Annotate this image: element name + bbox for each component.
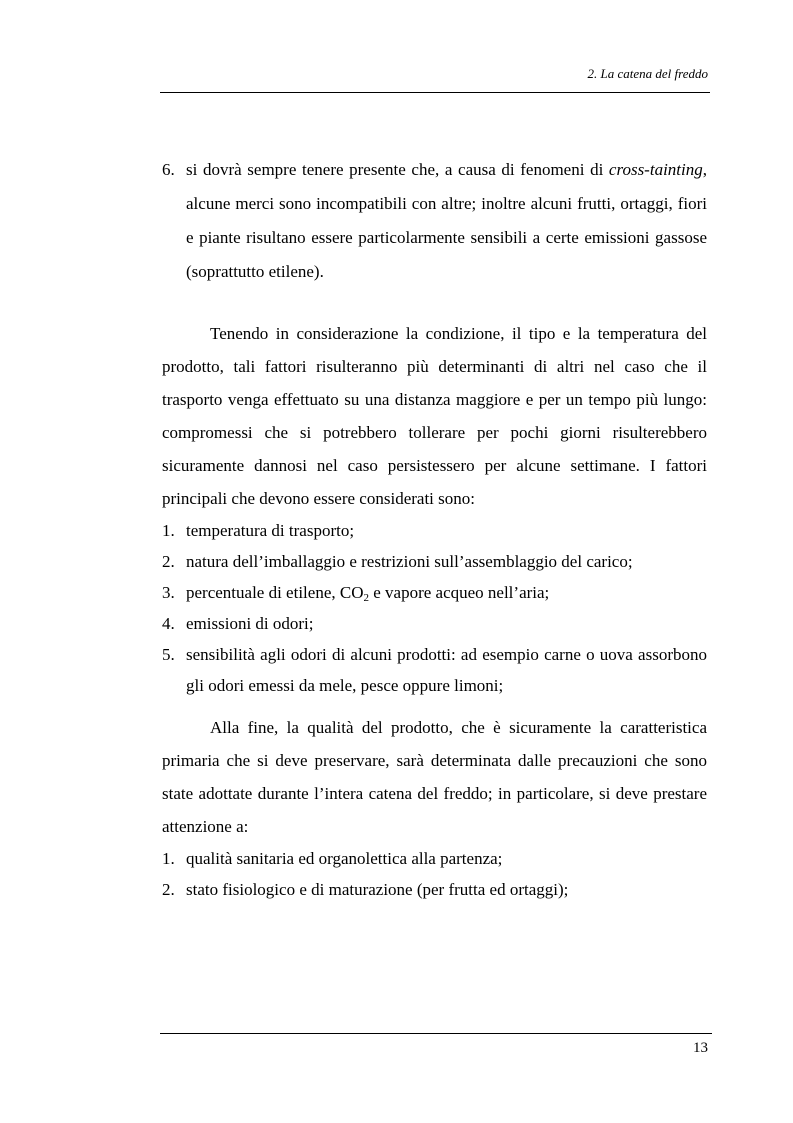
list-item: [162, 515, 707, 546]
list-item-text-continued: e vapore acqueo nell’aria;: [368, 583, 550, 602]
list-item-text: natura dell’imballaggio e restrizioni sull’assemblaggio del carico;: [186, 552, 633, 571]
factors-list: [162, 515, 707, 701]
list-item: [162, 546, 707, 577]
list-item-number: 2.: [162, 880, 175, 899]
running-header-title: 2. La catena del freddo: [587, 66, 708, 81]
list-item-number: 5.: [162, 645, 175, 664]
list-item-text: percentuale di etilene, CO: [186, 583, 364, 602]
list-item-number: 3.: [162, 583, 175, 602]
subscript: 2: [363, 592, 369, 604]
page-number: 13: [693, 1040, 708, 1056]
precautions-list: [162, 843, 707, 905]
list-item-number: 2.: [162, 552, 175, 571]
list-item-text: stato fisiologico e di maturazione (per frutta ed ortaggi);: [186, 880, 569, 899]
list-item: [162, 608, 707, 639]
footer-divider: [160, 1033, 712, 1034]
list-item-text: emissioni di odori;: [186, 614, 314, 633]
list-item-text: temperatura di trasporto;: [186, 521, 355, 540]
paragraph-factors: Tenendo in considerazione la condizione, il tipo e la temperatura del prodotto, tali fattori risulteranno più determinanti di altri nel caso che il trasporto venga effettuato su una distanza maggiore e per un tempo più lungo: compromessi che si potrebbero tollerare per pochi giorni risulterebbero sicuramente dannosi nel caso persistessero per alcune settimane. I fattori principali che devono essere considerati sono:: [162, 324, 707, 508]
list-item-text: qualità sanitaria ed organolettica alla partenza;: [186, 849, 503, 868]
list-item: [162, 874, 707, 905]
spacer: [162, 701, 707, 711]
list-item-number: 1.: [162, 849, 175, 868]
paragraph-quality: Alla fine, la qualità del prodotto, che è sicuramente la caratteristica primaria che si deve preservare, sarà determinata dalle precauzioni che sono state adottate durante l’intera catena del freddo; in particolare, si deve prestare attenzione a:: [162, 718, 707, 836]
list-item-text: si dovrà sempre tenere presente che, a causa di fenomeni di: [186, 160, 609, 179]
list-item: [162, 577, 707, 608]
list-item-number: 4.: [162, 614, 175, 633]
list-item-number: 1.: [162, 521, 175, 540]
list-item-text: sensibilità agli odori di alcuni prodotti: ad esempio carne o uova assorbono gli odori emessi da mele, pesce oppure limoni;: [186, 645, 707, 695]
list-item-6: [162, 153, 707, 289]
list-item-number: 6.: [162, 160, 175, 179]
italic-term: cross-tainting: [608, 160, 703, 179]
page-body: [162, 153, 707, 905]
list-item: [162, 843, 707, 874]
list-item-text-continued: , alcune merci sono incompatibili con altre; inoltre alcuni frutti, ortaggi, fiori e piante risultano essere particolarmente sensibili a certe emissioni gassose (soprattutto etilene).: [186, 160, 707, 281]
page-header: [160, 62, 710, 93]
list-item: [162, 639, 707, 701]
spacer: [162, 289, 707, 317]
